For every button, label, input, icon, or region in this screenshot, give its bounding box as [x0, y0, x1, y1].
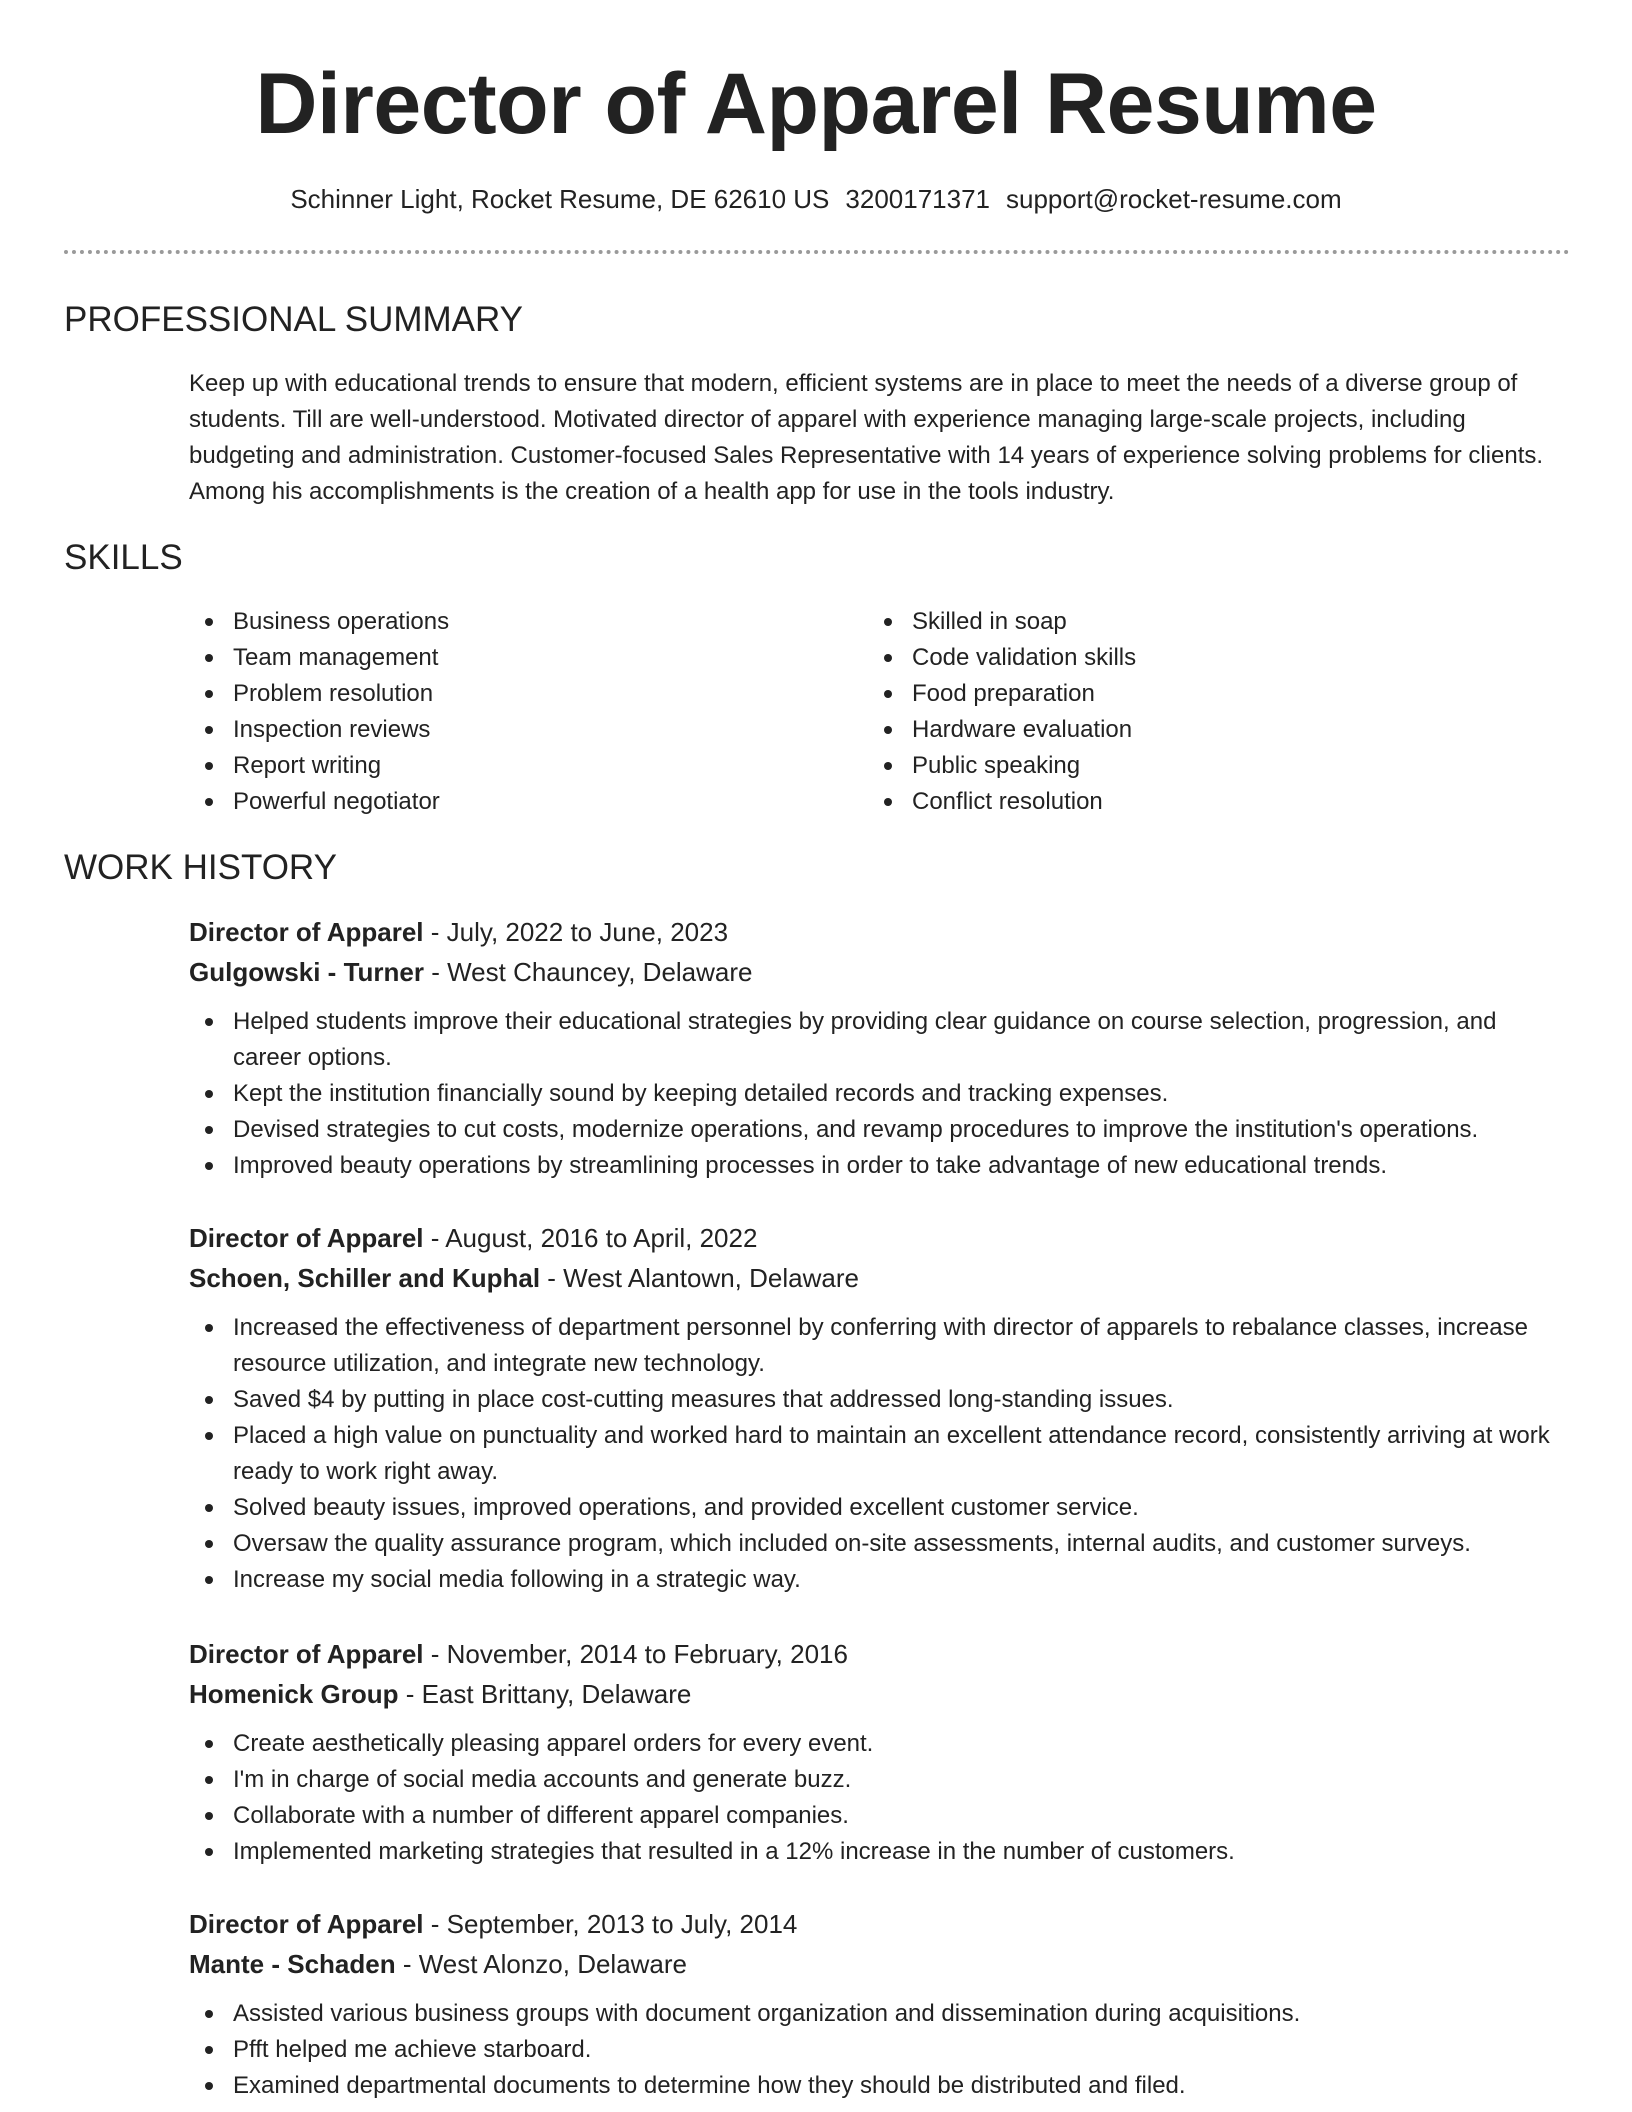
skill-item: Conflict resolution — [868, 784, 1508, 820]
skills-list-right — [868, 604, 1508, 820]
skill-item: Hardware evaluation — [868, 712, 1508, 748]
job-bullets — [189, 1004, 1569, 1184]
job-role: Director of Apparel — [189, 917, 424, 947]
section-title-summary: PROFESSIONAL SUMMARY — [64, 300, 523, 339]
job-title-line — [189, 1904, 1569, 1944]
skill-item: Team management — [189, 640, 829, 676]
resume-title: Director of Apparel Resume — [255, 56, 1377, 152]
job-bullet: Collaborate with a number of different apparel companies. — [189, 1798, 1569, 1834]
job-bullets — [189, 1726, 1569, 1870]
job-title-line — [189, 1218, 1569, 1258]
job-dates: - July, 2022 to June, 2023 — [423, 917, 729, 947]
job-bullet: Kept the institution financially sound by keeping detailed records and tracking expenses. — [189, 1076, 1569, 1112]
skill-item: Code validation skills — [868, 640, 1508, 676]
job-dates: - November, 2014 to February, 2016 — [423, 1639, 848, 1669]
job-company: Mante - Schaden — [189, 1949, 396, 1979]
job-bullet: Saved $4 by putting in place cost-cutting measures that addressed long-standing issues. — [189, 1382, 1569, 1418]
job-role: Director of Apparel — [189, 1223, 424, 1253]
job-location: - East Brittany, Delaware — [398, 1679, 692, 1709]
summary-text: Keep up with educational trends to ensure that modern, efficient systems are in place to meet the needs of a diverse group of students. Till are well-understood. Motivated director of apparel with experience managing large-scale projects, including budgeting and administration. Customer-focused Sales Representative with 14 years of experience solving problems for clients. Among his accomplishments is the creation of a health app for use in the tools industry. — [189, 370, 1544, 505]
job-title-line — [189, 912, 1569, 952]
contact-address: Schinner Light, Rocket Resume, DE 62610 US — [290, 184, 830, 214]
job-company: Homenick Group — [189, 1679, 399, 1709]
section-title-work-history: WORK HISTORY — [64, 848, 337, 887]
job-location: - West Alonzo, Delaware — [395, 1949, 688, 1979]
job-bullet: Examined departmental documents to determine how they should be distributed and filed. — [189, 2068, 1569, 2104]
job-role: Director of Apparel — [189, 1909, 424, 1939]
job-bullet: Solved beauty issues, improved operations, and provided excellent customer service. — [189, 1490, 1569, 1526]
job-dates: - September, 2013 to July, 2014 — [423, 1909, 798, 1939]
job-bullet: Helped students improve their educational strategies by providing clear guidance on course selection, progression, and career options. — [189, 1004, 1569, 1076]
job-bullet: Create aesthetically pleasing apparel orders for every event. — [189, 1726, 1569, 1762]
section-title-skills: SKILLS — [64, 538, 183, 577]
job-bullet: Placed a high value on punctuality and worked hard to maintain an excellent attendance record, consistently arriving at work ready to work right away. — [189, 1418, 1569, 1490]
job-company-line — [189, 1944, 1569, 1984]
job-role: Director of Apparel — [189, 1639, 424, 1669]
job-dates: - August, 2016 to April, 2022 — [423, 1223, 758, 1253]
job-company: Schoen, Schiller and Kuphal — [189, 1263, 541, 1293]
job-bullets — [189, 1996, 1569, 2104]
job-entry — [189, 1904, 1569, 2104]
job-bullet: Improved beauty operations by streamlining processes in order to take advantage of new educational trends. — [189, 1148, 1569, 1184]
skill-item: Food preparation — [868, 676, 1508, 712]
job-bullet: Pfft helped me achieve starboard. — [189, 2032, 1569, 2068]
skill-item: Problem resolution — [189, 676, 829, 712]
contact-email[interactable]: support@rocket-resume.com — [1006, 184, 1342, 214]
job-company: Gulgowski - Turner — [189, 957, 424, 987]
job-bullets — [189, 1310, 1569, 1598]
job-title-line — [189, 1634, 1569, 1674]
skills-list-left — [189, 604, 829, 820]
contact-phone: 3200171371 — [845, 184, 991, 214]
skill-item: Skilled in soap — [868, 604, 1508, 640]
job-entry — [189, 1218, 1569, 1598]
contact-line — [0, 182, 1632, 216]
job-company-line — [189, 952, 1569, 992]
skill-item: Report writing — [189, 748, 829, 784]
job-bullet: Increase my social media following in a strategic way. — [189, 1562, 1569, 1598]
skill-item: Inspection reviews — [189, 712, 829, 748]
job-company-line — [189, 1258, 1569, 1298]
job-location: - West Chauncey, Delaware — [423, 957, 753, 987]
job-location: - West Alantown, Delaware — [540, 1263, 859, 1293]
skill-item: Public speaking — [868, 748, 1508, 784]
job-bullet: Assisted various business groups with document organization and dissemination during acquisitions. — [189, 1996, 1569, 2032]
job-company-line — [189, 1674, 1569, 1714]
skill-item: Powerful negotiator — [189, 784, 829, 820]
job-entry — [189, 1634, 1569, 1870]
job-bullet: I'm in charge of social media accounts and generate buzz. — [189, 1762, 1569, 1798]
job-entry — [189, 912, 1569, 1184]
job-bullet: Oversaw the quality assurance program, which included on-site assessments, internal audits, and customer surveys. — [189, 1526, 1569, 1562]
job-bullet: Increased the effectiveness of department personnel by conferring with director of apparels to rebalance classes, increase resource utilization, and integrate new technology. — [189, 1310, 1569, 1382]
header-divider — [64, 250, 1570, 254]
job-bullet: Implemented marketing strategies that resulted in a 12% increase in the number of customers. — [189, 1834, 1569, 1870]
job-bullet: Devised strategies to cut costs, modernize operations, and revamp procedures to improve the institution's operations. — [189, 1112, 1569, 1148]
skill-item: Business operations — [189, 604, 829, 640]
